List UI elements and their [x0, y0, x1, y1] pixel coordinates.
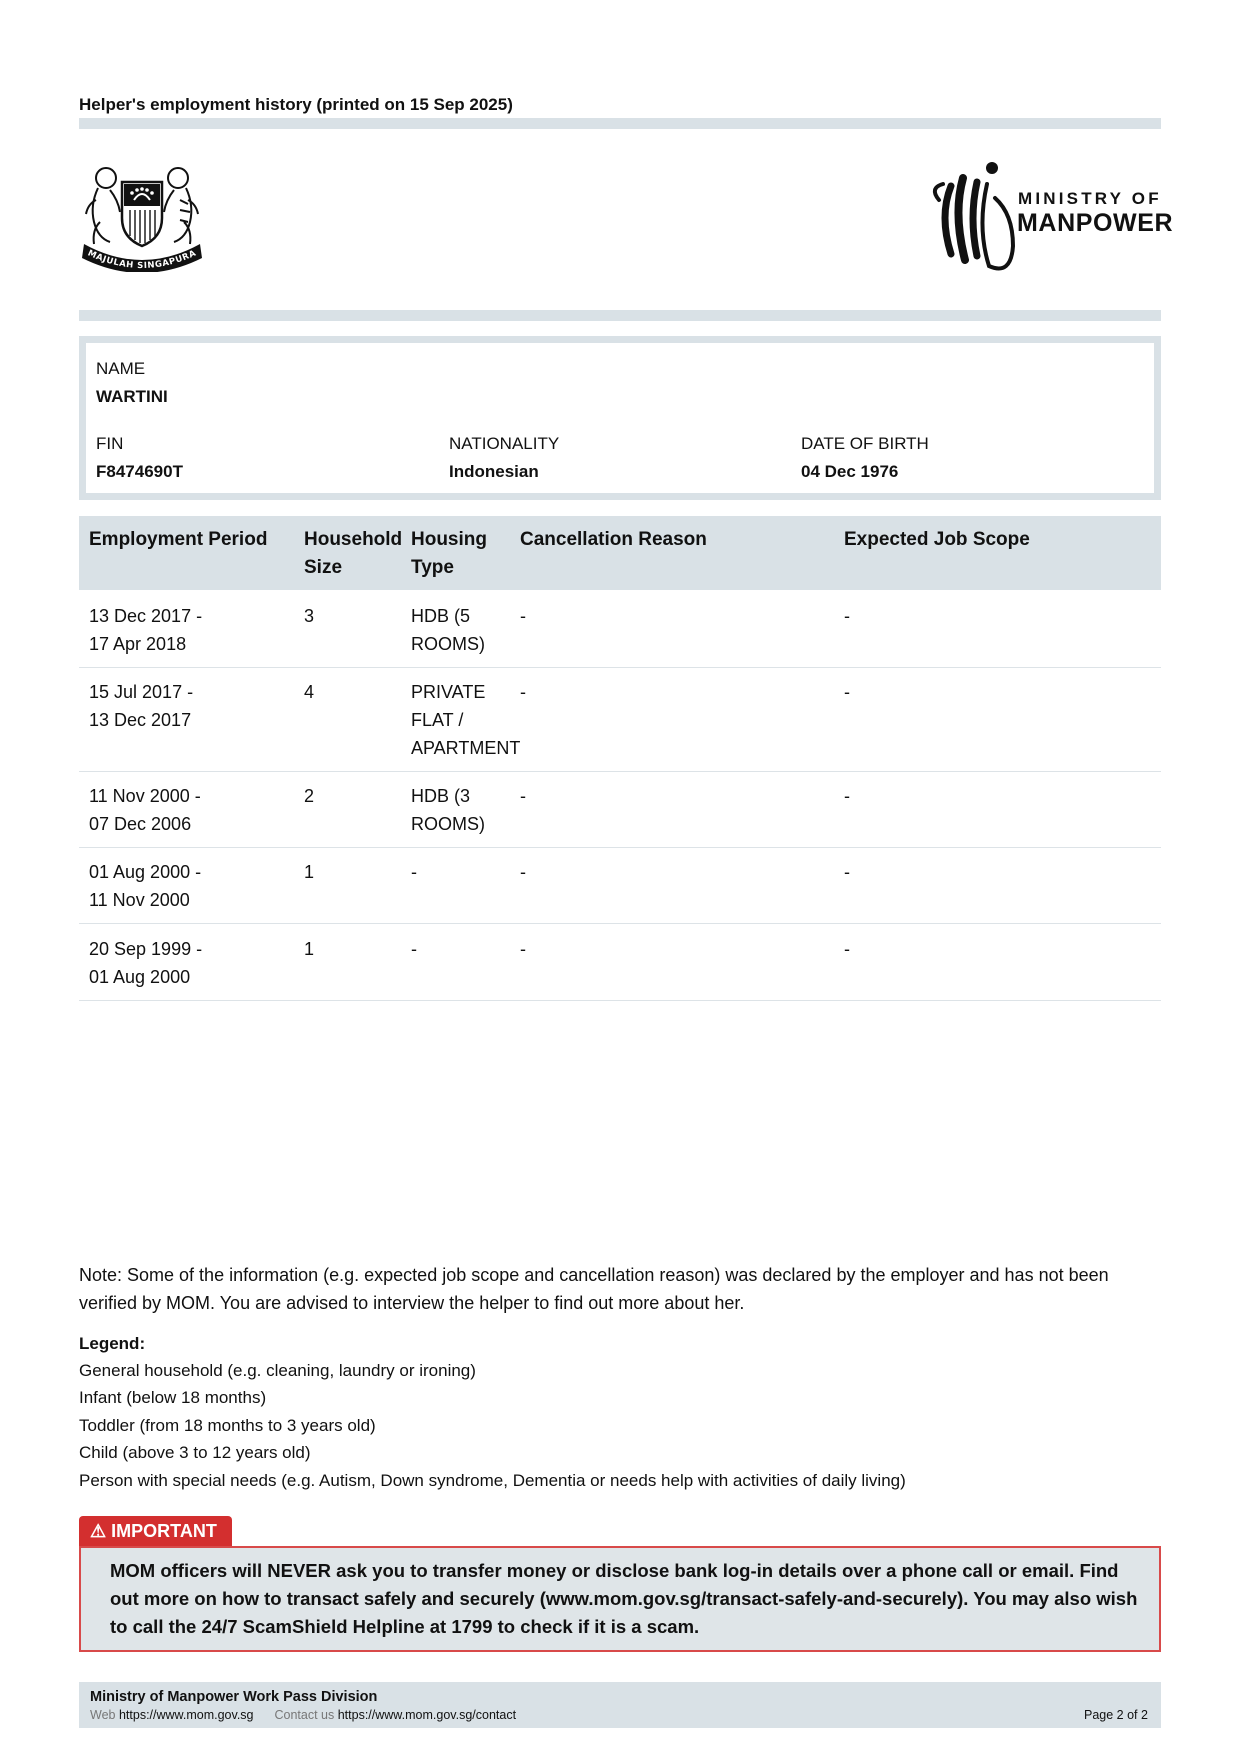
svg-text:MAJULAH SINGAPURA [86, 248, 198, 271]
table-row-2-period: 15 Jul 2017 - 13 Dec 2017 [89, 682, 194, 730]
dob-value: 04 Dec 1976 [801, 462, 899, 481]
footer-web-link[interactable]: https://www.mom.gov.sg [118, 1708, 254, 1722]
table-row-2-housing-type: PRIVATE FLAT / APARTMENT [411, 682, 521, 758]
warning-icon: ⚠ [90, 1521, 107, 1541]
table-row-5-housing-type: - [411, 939, 417, 959]
name-label: NAME [96, 359, 146, 378]
ministry-logo-line-1: MINISTRY OF [1018, 189, 1162, 208]
scam-warning-message: MOM officers will NEVER ask you to transfer money or disclose bank log-in details over a phone call or email. Find out more on how to transact safely and securely (www.mom.gov.sg/transact-safely-and-securely). You may also wish to call the 24/7 ScamShield Helpline at 1799 to check if it is a scam. [110, 1560, 1138, 1637]
table-row-1-job-scope: - [844, 606, 850, 626]
nationality-value: Indonesian [449, 462, 539, 481]
table-row-1-period: 13 Dec 2017 - 17 Apr 2018 [89, 606, 203, 654]
ministry-logo-line-2: MANPOWER [1017, 209, 1174, 237]
document-title: Helper's employment history (printed on 15 Sep 2025) [79, 95, 513, 114]
page-number: Page 2 of 2 [1084, 1708, 1148, 1722]
table-row-2-cancellation-reason: - [520, 682, 526, 702]
important-tab [79, 1516, 232, 1547]
legend-item: Infant (below 18 months) [79, 1388, 267, 1407]
verification-note: Note: Some of the information (e.g. expected job scope and cancellation reason) was declared by the employer and has not been verified by MOM. You are advised to interview the helper to find out more about her. [79, 1265, 1109, 1313]
table-row-1-housing-type: HDB (5 ROOMS) [411, 606, 485, 654]
footer-contact-link[interactable]: https://www.mom.gov.sg/contact [337, 1708, 517, 1722]
crest-motto: MAJULAH SINGAPURA [85, 248, 199, 272]
table-row-1-cancellation-reason: - [520, 606, 526, 626]
footer-web-label: Web [90, 1708, 116, 1722]
legend-item: Toddler (from 18 months to 3 years old) [79, 1416, 376, 1435]
header-expected-job-scope: Expected Job Scope [844, 529, 1030, 550]
table-row-3-household-size: 2 [304, 786, 315, 806]
header-household-size: Household Size [304, 529, 403, 578]
table-row-divider [79, 923, 1161, 924]
table-row-divider [79, 771, 1161, 772]
table-row-4-household-size: 1 [304, 862, 315, 882]
dob-label: DATE OF BIRTH [801, 434, 929, 453]
table-row-divider [79, 667, 1161, 668]
table-row-3-job-scope: - [844, 786, 850, 806]
fin-label: FIN [96, 434, 124, 453]
table-row-4-job-scope: - [844, 862, 850, 882]
table-row-4-period: 01 Aug 2000 - 11 Nov 2000 [89, 862, 202, 910]
nationality-label: NATIONALITY [449, 434, 560, 453]
header-employment-period: Employment Period [89, 529, 268, 550]
helper-profile-box [79, 336, 1161, 500]
table-row-divider [79, 1000, 1161, 1001]
name-value: WARTINI [96, 387, 168, 406]
fin-value: F8474690T [96, 462, 183, 481]
table-row-3-housing-type: HDB (3 ROOMS) [411, 786, 485, 834]
table-row-2-household-size: 4 [304, 682, 315, 702]
footer-links [90, 1708, 516, 1722]
legend-item: Child (above 3 to 12 years old) [79, 1443, 311, 1462]
header-housing-type: Housing Type [411, 529, 487, 578]
table-row-divider [79, 847, 1161, 848]
table-row-4-housing-type: - [411, 862, 417, 882]
table-row-5-household-size: 1 [304, 939, 315, 959]
table-row-4-cancellation-reason: - [520, 862, 526, 882]
header-cancellation-reason: Cancellation Reason [520, 529, 707, 550]
legend-item: Person with special needs (e.g. Autism, Down syndrome, Dementia or needs help with activities of daily living) [79, 1471, 906, 1490]
legend-title: Legend: [79, 1334, 146, 1353]
table-row-1-household-size: 3 [304, 606, 315, 626]
table-row-2-job-scope: - [844, 682, 850, 702]
footer-division: Ministry of Manpower Work Pass Division [90, 1689, 378, 1705]
table-row-3-cancellation-reason: - [520, 786, 526, 806]
singapore-crest-logo [80, 160, 204, 272]
legend-item: General household (e.g. cleaning, laundry or ironing) [79, 1361, 476, 1380]
footer-contact-label: Contact us [274, 1708, 335, 1722]
table-row-5-period: 20 Sep 1999 - 01 Aug 2000 [89, 939, 203, 987]
table-row-5-job-scope: - [844, 939, 850, 959]
header-divider [79, 118, 1161, 129]
table-row-5-cancellation-reason: - [520, 939, 526, 959]
table-row-3-period: 11 Nov 2000 - 07 Dec 2006 [89, 786, 201, 834]
logo-divider [79, 310, 1161, 321]
important-label: IMPORTANT [111, 1521, 217, 1541]
